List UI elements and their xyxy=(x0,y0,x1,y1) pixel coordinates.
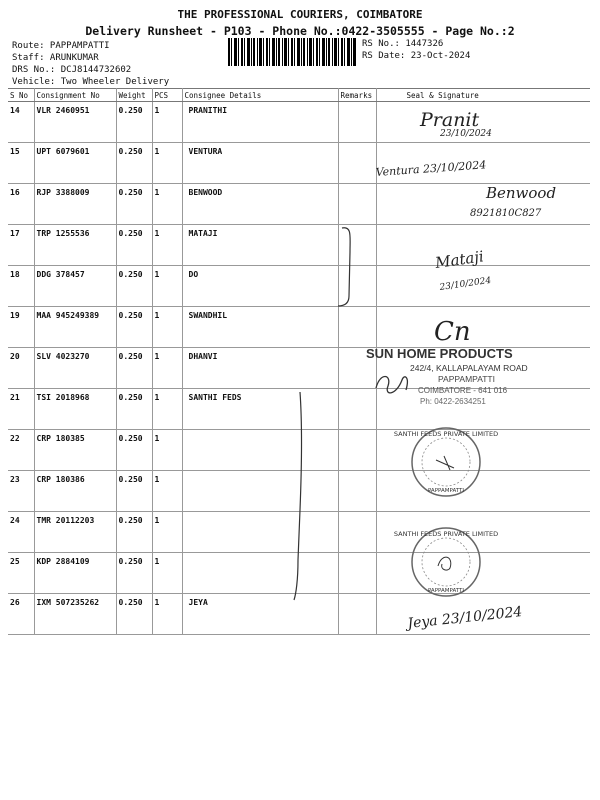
seal-phone: Ph: 0422-2634251 xyxy=(420,397,486,406)
cell-remarks xyxy=(338,594,376,635)
signature-row16-number: 8921810C827 xyxy=(470,208,542,219)
cell-pcs xyxy=(152,348,182,389)
cell-pcs-text: 1 xyxy=(154,106,160,115)
cell-consignee xyxy=(182,225,338,266)
cell-sno xyxy=(8,430,34,471)
cell-weight-text: 0.250 xyxy=(118,393,143,402)
col-seal-signature: Seal & Signature xyxy=(376,89,590,102)
runsheet-table-wrap xyxy=(8,88,590,635)
signature-row26: Jeya 23/10/2024 xyxy=(406,604,524,632)
cell-pcs-text: 1 xyxy=(154,516,160,525)
vehicle: Vehicle: Two Wheeler Delivery xyxy=(12,77,170,87)
seal-address: 242/4, KALLAPALAYAM ROAD xyxy=(410,363,528,373)
cell-weight xyxy=(116,225,152,266)
cell-remarks xyxy=(338,430,376,471)
cell-sno-text: 24 xyxy=(10,516,20,525)
cell-sno xyxy=(8,307,34,348)
stamp-2-place: PAPPAMPATTI xyxy=(427,588,465,594)
cell-consignee xyxy=(182,512,338,553)
cell-consignee xyxy=(182,307,338,348)
signature-row15: Ventura 23/10/2024 xyxy=(375,158,487,179)
table-header-row xyxy=(8,89,590,102)
table-row xyxy=(8,225,590,266)
cell-weight-text: 0.250 xyxy=(118,516,143,525)
cell-sno xyxy=(8,102,34,143)
cell-consignment-text: IXM 507235262 xyxy=(36,598,100,607)
cell-consignee-text: MATAJI xyxy=(188,229,218,238)
signature-row17: Mataji xyxy=(434,247,485,272)
rs-number: RS No.: 1447326 xyxy=(362,39,444,49)
cell-pcs xyxy=(152,102,182,143)
signature-row14: Pranit xyxy=(420,109,480,131)
cell-pcs-text: 1 xyxy=(154,598,160,607)
table-row xyxy=(8,389,590,430)
barcode xyxy=(228,38,356,66)
col-sno: S No xyxy=(8,89,34,102)
cell-consignee-text: BENWOOD xyxy=(188,188,223,197)
cell-pcs xyxy=(152,471,182,512)
cell-sno-text: 16 xyxy=(10,188,20,197)
cell-sno-text: 14 xyxy=(10,106,20,115)
cell-pcs xyxy=(152,266,182,307)
runsheet-table xyxy=(8,88,590,635)
cell-sno-text: 17 xyxy=(10,229,20,238)
table-row xyxy=(8,143,590,184)
stamp-1-text: SANTHI FEEDS PRIVATE LIMITED xyxy=(393,430,499,438)
cell-consignee-text: DHANVI xyxy=(188,352,218,361)
cell-weight-text: 0.250 xyxy=(118,475,143,484)
runsheet-subtitle: Delivery Runsheet - P103 - Phone No.:0422-3505555 - Page No.:2 xyxy=(85,24,515,38)
cell-pcs-text: 1 xyxy=(154,229,160,238)
cell-pcs xyxy=(152,594,182,635)
cell-consignment-text: DDG 378457 xyxy=(36,270,85,279)
cell-consignment-text: KDP 2884109 xyxy=(36,557,90,566)
cell-consignee-text xyxy=(189,553,336,557)
cell-consignee xyxy=(182,184,338,225)
cell-remarks xyxy=(338,512,376,553)
cell-consignee-text: JEYA xyxy=(188,598,208,607)
cell-consignee-text: SANTHI FEDS xyxy=(188,393,242,402)
table-row xyxy=(8,553,590,594)
col-consignment: Consignment No xyxy=(34,89,116,102)
table-row xyxy=(8,594,590,635)
cell-weight-text: 0.250 xyxy=(118,311,143,320)
cell-consignee xyxy=(182,430,338,471)
cell-pcs-text: 1 xyxy=(154,311,160,320)
cell-consignee-text: DO xyxy=(188,270,199,279)
table-row xyxy=(8,266,590,307)
seal-city: COIMBATORE - 641 016 xyxy=(418,386,508,395)
company-title: THE PROFESSIONAL COURIERS, COIMBATORE xyxy=(177,8,423,21)
cell-seal-signature xyxy=(376,184,590,225)
cell-sno xyxy=(8,471,34,512)
cell-sno xyxy=(8,143,34,184)
cell-seal-signature xyxy=(376,225,590,266)
table-row xyxy=(8,512,590,553)
table-row xyxy=(8,348,590,389)
cell-consignment-text: TSI 2018968 xyxy=(36,393,90,402)
cell-pcs-text: 1 xyxy=(154,434,160,443)
cell-consignment xyxy=(34,143,116,184)
cell-seal-signature xyxy=(376,102,590,143)
table-row xyxy=(8,471,590,512)
signature-row17-number: 23/10/2024 xyxy=(439,275,492,293)
cell-pcs xyxy=(152,307,182,348)
cell-consignment xyxy=(34,389,116,430)
cell-weight xyxy=(116,266,152,307)
cell-pcs-text: 1 xyxy=(154,270,160,279)
cell-sno-text: 15 xyxy=(10,147,20,156)
cell-consignee xyxy=(182,594,338,635)
cell-pcs xyxy=(152,430,182,471)
cell-consignment xyxy=(34,307,116,348)
cell-seal-signature xyxy=(376,389,590,430)
meta-right xyxy=(362,38,470,62)
cell-pcs xyxy=(152,143,182,184)
signature-row14-date: 23/10/2024 xyxy=(440,129,492,139)
cell-seal-signature xyxy=(376,266,590,307)
cell-consignee-text xyxy=(189,430,336,434)
cell-consignee-text: PRANITHI xyxy=(188,106,228,115)
cell-pcs-text: 1 xyxy=(154,352,160,361)
cell-pcs xyxy=(152,512,182,553)
cell-sno xyxy=(8,225,34,266)
meta-left xyxy=(12,40,169,88)
cell-consignment-text: TMR 20112203 xyxy=(36,516,95,525)
cell-pcs-text: 1 xyxy=(154,557,160,566)
cell-consignment xyxy=(34,594,116,635)
cell-pcs-text: 1 xyxy=(154,188,160,197)
cell-consignee-text: SWANDHIL xyxy=(188,311,228,320)
cell-weight xyxy=(116,348,152,389)
cell-sno xyxy=(8,553,34,594)
cell-consignment xyxy=(34,430,116,471)
cell-weight xyxy=(116,594,152,635)
cell-sno xyxy=(8,512,34,553)
cell-sno-text: 19 xyxy=(10,311,20,320)
cell-consignee xyxy=(182,266,338,307)
cell-sno xyxy=(8,389,34,430)
cell-pcs xyxy=(152,389,182,430)
seal-company: SUN HOME PRODUCTS xyxy=(366,346,513,361)
cell-weight-text: 0.250 xyxy=(118,434,143,443)
cell-weight-text: 0.250 xyxy=(118,352,143,361)
cell-weight-text: 0.250 xyxy=(118,557,143,566)
cell-weight-text: 0.250 xyxy=(118,106,143,115)
cell-consignment xyxy=(34,102,116,143)
cell-remarks xyxy=(338,389,376,430)
cell-pcs-text: 1 xyxy=(154,147,160,156)
cell-seal-signature xyxy=(376,553,590,594)
cell-sno-text: 21 xyxy=(10,393,20,402)
cell-remarks xyxy=(338,225,376,266)
cell-weight-text: 0.250 xyxy=(118,147,143,156)
table-row xyxy=(8,184,590,225)
cell-consignee xyxy=(182,471,338,512)
cell-consignment-text: SLV 4023270 xyxy=(36,352,90,361)
cell-pcs-text: 1 xyxy=(154,393,160,402)
cell-weight xyxy=(116,307,152,348)
cell-remarks xyxy=(338,184,376,225)
cell-consignee xyxy=(182,348,338,389)
cell-consignment-text: CRP 180386 xyxy=(36,475,85,484)
signature-row19: Cn xyxy=(434,317,471,347)
cell-pcs xyxy=(152,553,182,594)
table-row xyxy=(8,102,590,143)
cell-consignee-text xyxy=(189,512,336,516)
cell-consignment xyxy=(34,184,116,225)
seal-town: PAPPAMPATTI xyxy=(438,374,495,384)
route: Route: PAPPAMPATTI xyxy=(12,41,110,51)
cell-weight xyxy=(116,184,152,225)
col-pcs: PCS xyxy=(152,89,182,102)
cell-pcs xyxy=(152,184,182,225)
cell-remarks xyxy=(338,266,376,307)
cell-consignment xyxy=(34,348,116,389)
cell-consignee-text xyxy=(189,471,336,475)
cell-sno xyxy=(8,594,34,635)
table-row xyxy=(8,430,590,471)
cell-weight-text: 0.250 xyxy=(118,598,143,607)
cell-consignee xyxy=(182,143,338,184)
cell-seal-signature xyxy=(376,430,590,471)
cell-consignment xyxy=(34,553,116,594)
signature-row16: Benwood xyxy=(486,184,557,202)
cell-consignment-text: VLR 2460951 xyxy=(36,106,90,115)
cell-consignment-text: UPT 6079601 xyxy=(36,147,90,156)
cell-sno-text: 26 xyxy=(10,598,20,607)
cell-weight-text: 0.250 xyxy=(118,229,143,238)
cell-consignment xyxy=(34,266,116,307)
cell-seal-signature xyxy=(376,512,590,553)
cell-consignment-text: CRP 180385 xyxy=(36,434,85,443)
cell-sno xyxy=(8,184,34,225)
cell-consignee-text: VENTURA xyxy=(188,147,223,156)
cell-sno-text: 20 xyxy=(10,352,20,361)
cell-remarks xyxy=(338,553,376,594)
cell-consignment xyxy=(34,225,116,266)
stamp-2-text: SANTHI FEEDS PRIVATE LIMITED xyxy=(393,530,499,538)
cell-sno-text: 18 xyxy=(10,270,20,279)
cell-weight xyxy=(116,389,152,430)
cell-weight xyxy=(116,143,152,184)
cell-seal-signature xyxy=(376,307,590,348)
cell-sno-text: 25 xyxy=(10,557,20,566)
cell-weight xyxy=(116,430,152,471)
cell-consignee xyxy=(182,389,338,430)
cell-remarks xyxy=(338,348,376,389)
cell-sno-text: 23 xyxy=(10,475,20,484)
col-consignee: Consignee Details xyxy=(182,89,338,102)
stamp-1-place: PAPPAMPATTI xyxy=(427,488,465,494)
cell-consignment-text: TRP 1255536 xyxy=(36,229,90,238)
drs-number: DRS No.: DCJ8144732602 xyxy=(12,65,132,75)
cell-weight-text: 0.250 xyxy=(118,270,143,279)
cell-weight xyxy=(116,553,152,594)
staff: Staff: ARUNKUMAR xyxy=(12,53,99,63)
cell-weight-text: 0.250 xyxy=(118,188,143,197)
rs-date: RS Date: 23-Oct-2024 xyxy=(362,51,471,61)
cell-sno xyxy=(8,266,34,307)
cell-consignment xyxy=(34,512,116,553)
cell-seal-signature xyxy=(376,348,590,389)
cell-weight xyxy=(116,102,152,143)
cell-remarks xyxy=(338,143,376,184)
cell-remarks xyxy=(338,471,376,512)
cell-remarks xyxy=(338,307,376,348)
cell-weight xyxy=(116,471,152,512)
cell-sno xyxy=(8,348,34,389)
cell-consignee xyxy=(182,102,338,143)
cell-pcs xyxy=(152,225,182,266)
cell-consignment xyxy=(34,471,116,512)
cell-weight xyxy=(116,512,152,553)
col-weight: Weight xyxy=(116,89,152,102)
cell-consignment-text: MAA 945249389 xyxy=(36,311,100,320)
col-remarks: Remarks xyxy=(338,89,376,102)
cell-seal-signature xyxy=(376,594,590,635)
cell-consignee xyxy=(182,553,338,594)
cell-sno-text: 22 xyxy=(10,434,20,443)
cell-remarks xyxy=(338,102,376,143)
cell-pcs-text: 1 xyxy=(154,475,160,484)
cell-seal-signature xyxy=(376,471,590,512)
table-row xyxy=(8,307,590,348)
cell-consignment-text: RJP 3388009 xyxy=(36,188,90,197)
cell-seal-signature xyxy=(376,143,590,184)
